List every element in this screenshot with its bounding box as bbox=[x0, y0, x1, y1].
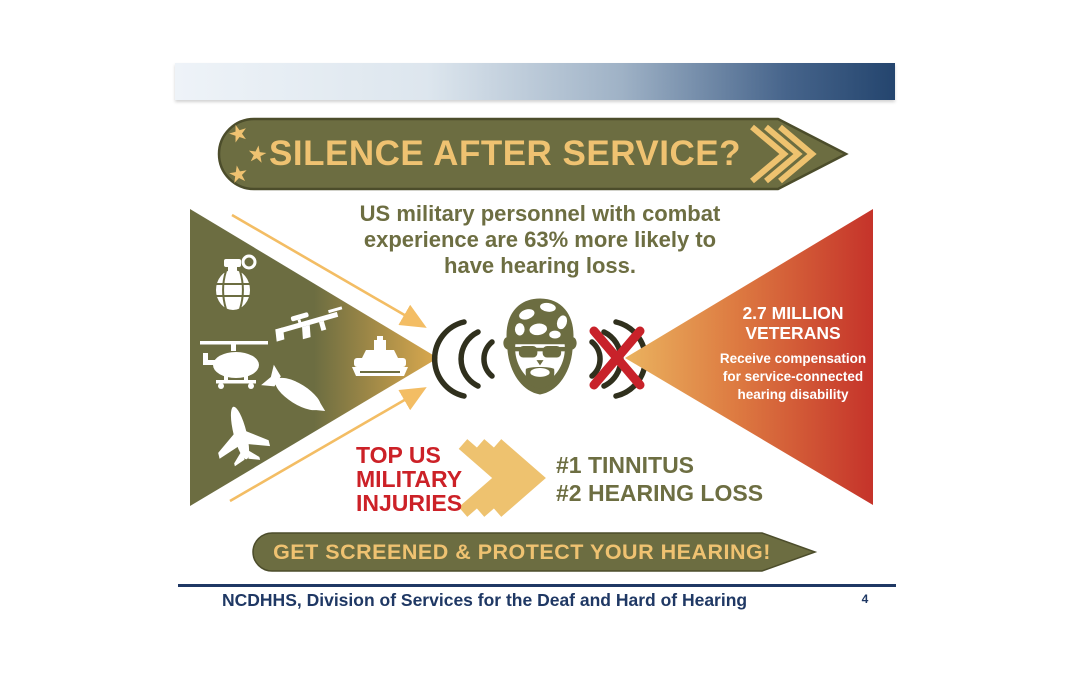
stat-heading-line: VETERANS bbox=[745, 323, 841, 343]
page-number: 4 bbox=[861, 592, 869, 606]
injuries-label-line: TOP US bbox=[356, 442, 441, 468]
subtitle-text bbox=[320, 201, 760, 279]
injury-item: #2 HEARING LOSS bbox=[556, 480, 764, 506]
footer-text: NCDHHS, Division of Services for the Deaf and Hard of Hearing bbox=[222, 590, 748, 610]
injury-item: #1 TINNITUS bbox=[556, 452, 695, 478]
stat-heading-line: 2.7 MILLION bbox=[742, 303, 844, 323]
subtitle-line: experience are 63% more likely to bbox=[363, 227, 717, 252]
soldier-helmet-icon bbox=[503, 299, 576, 395]
stat-body bbox=[701, 350, 885, 404]
injuries-list bbox=[556, 451, 816, 507]
star-icon: ★ bbox=[225, 159, 251, 189]
stat-heading bbox=[701, 303, 885, 343]
stat-body-line: for service-connected bbox=[722, 369, 864, 384]
subtitle-line: have hearing loss. bbox=[444, 253, 636, 278]
star-icon: ★ bbox=[245, 139, 270, 169]
subtitle-line: US military personnel with combat bbox=[359, 201, 721, 226]
sound-waves-icon bbox=[435, 322, 492, 396]
cta-label: GET SCREENED & PROTECT YOUR HEARING! bbox=[273, 540, 771, 564]
injuries-label-line: MILITARY bbox=[356, 466, 463, 492]
veterans-stat bbox=[701, 303, 885, 404]
stat-body-line: hearing disability bbox=[737, 387, 849, 402]
injuries-label bbox=[356, 443, 506, 515]
footer-divider bbox=[178, 584, 896, 587]
star-icon: ★ bbox=[224, 117, 252, 149]
page-title: SILENCE AFTER SERVICE? bbox=[269, 134, 741, 173]
stat-body-line: Receive compensation bbox=[719, 351, 867, 366]
injuries-label-line: INJURIES bbox=[356, 490, 463, 516]
